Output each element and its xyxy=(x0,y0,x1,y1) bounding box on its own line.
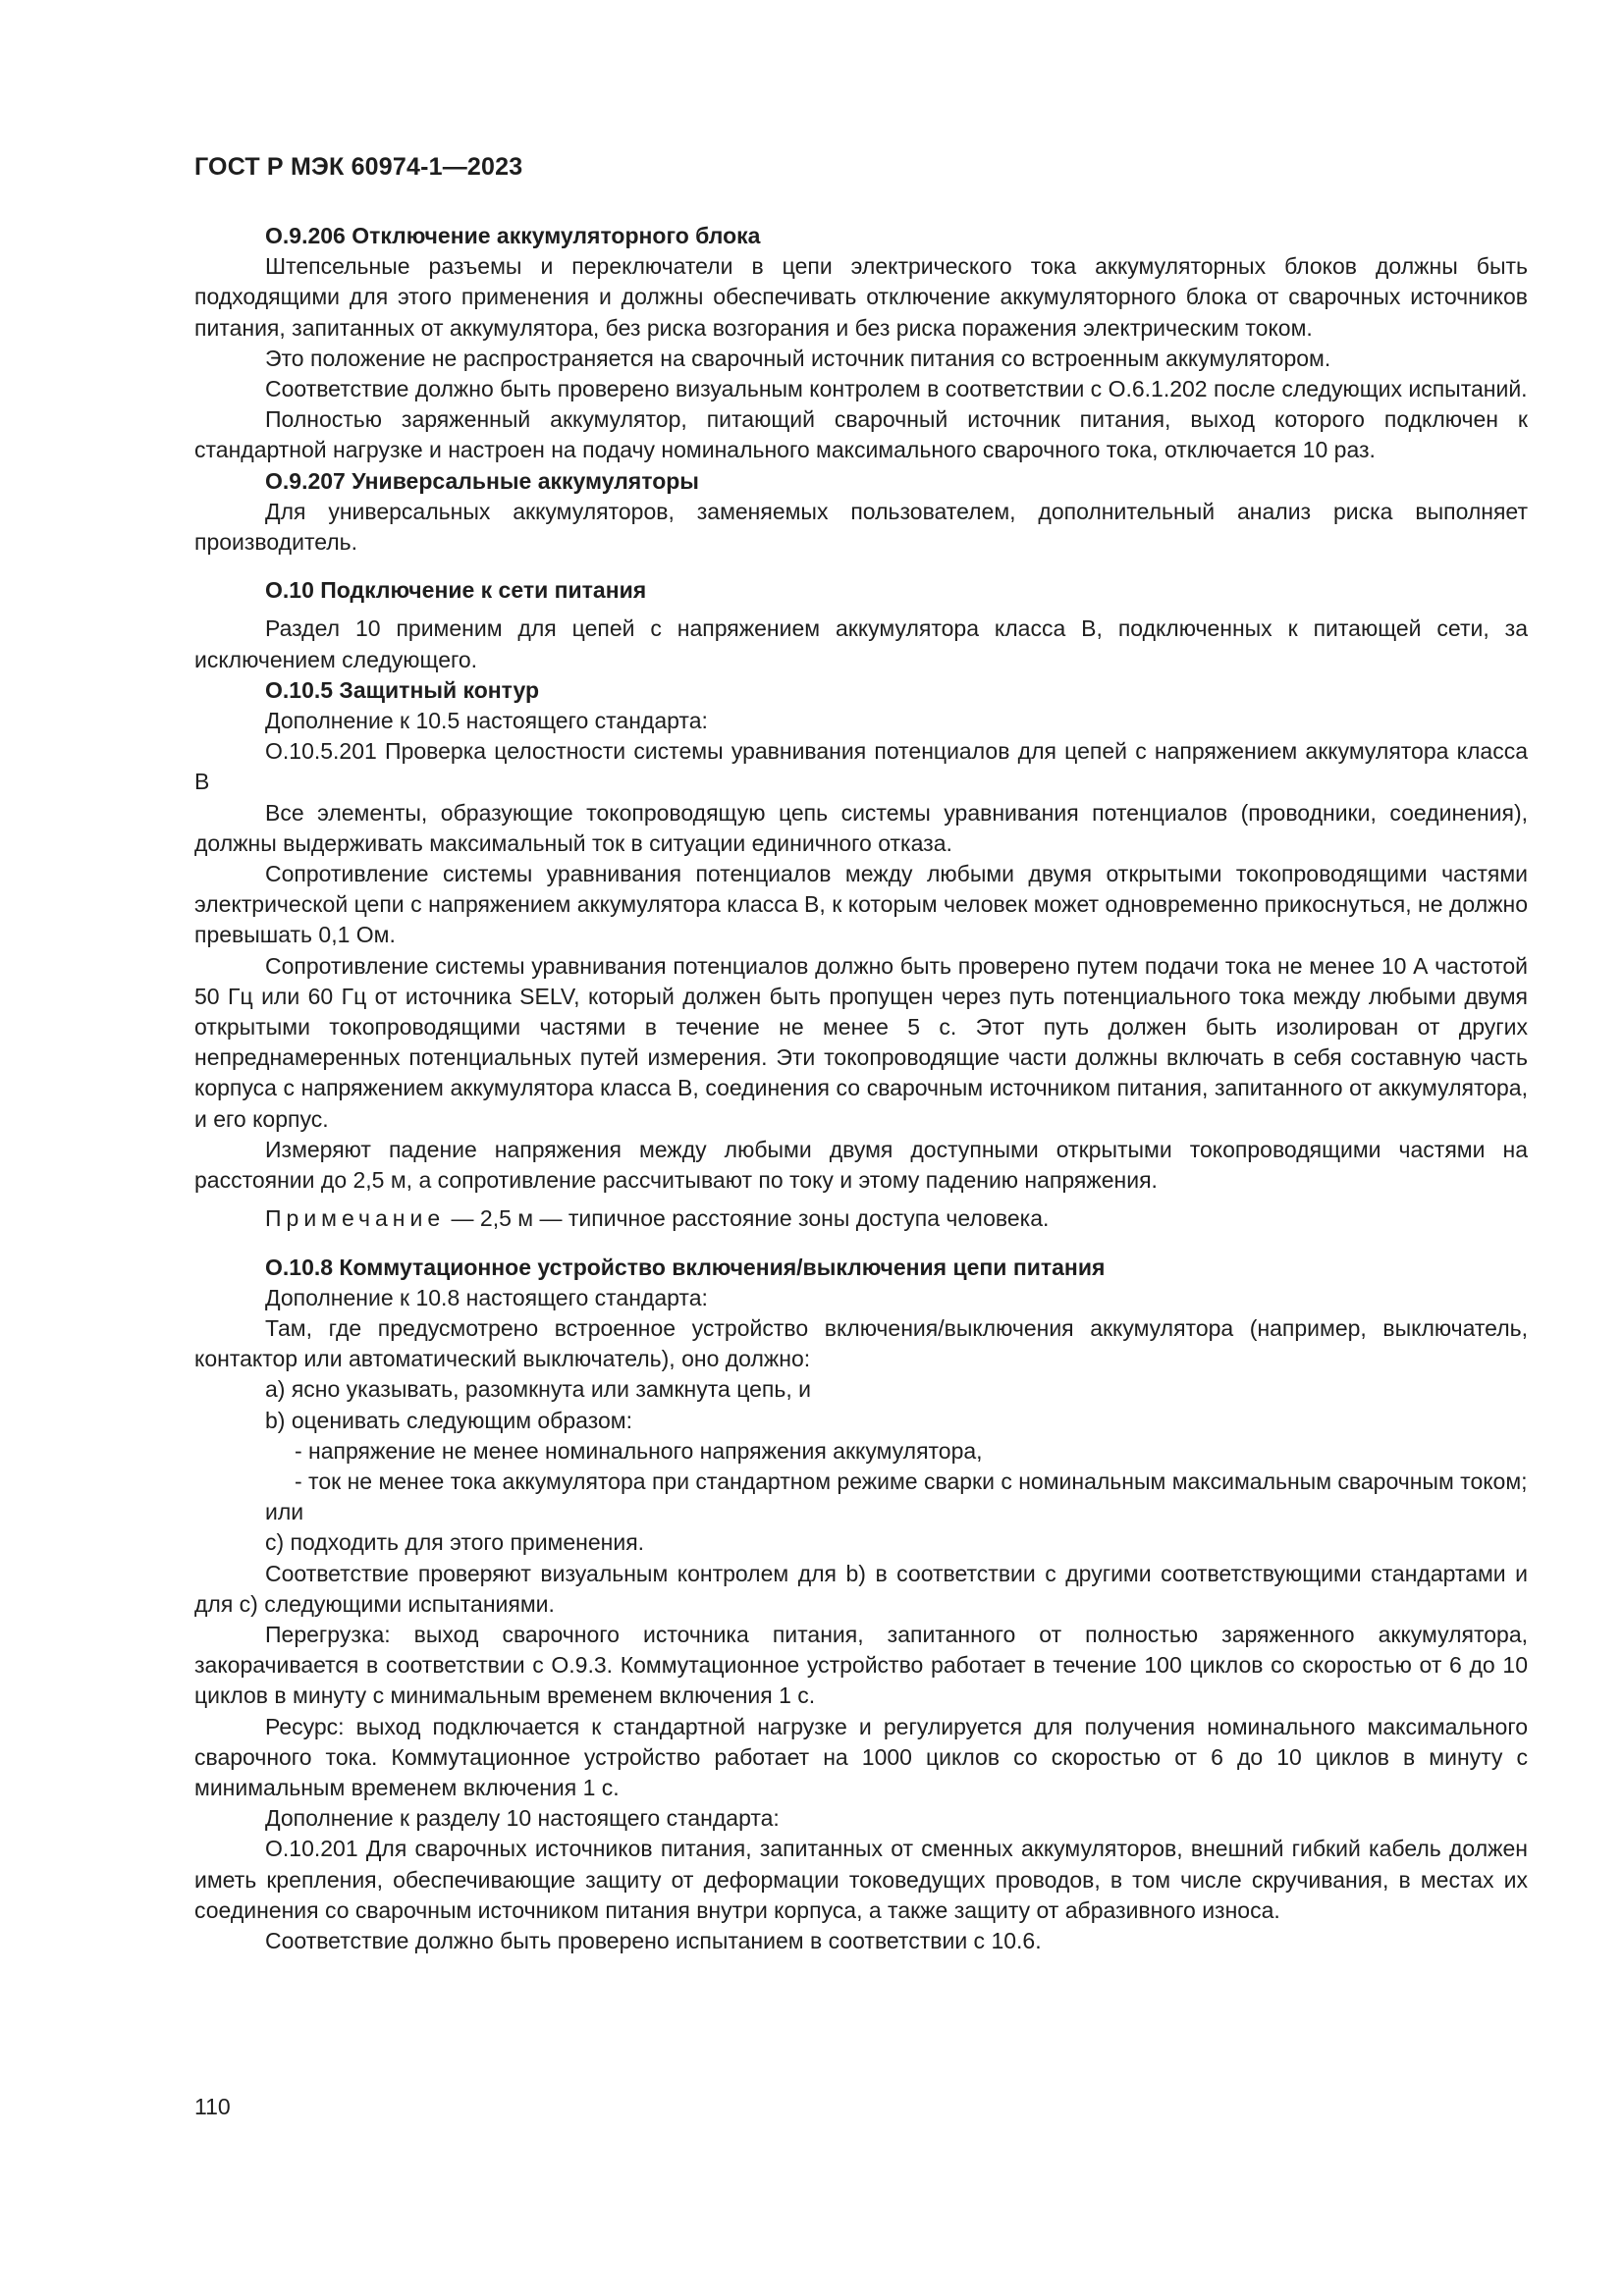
paragraph: Штепсельные разъемы и переключатели в цепи электрического тока аккумуляторных блоков должны быть подходящими для этого применения и должны обеспечивать отключение аккумуляторного блока от сварочных источников питания, запитанных от аккумулятора, без риска возгорания и без риска поражения электрическим током. xyxy=(194,253,1528,341)
paragraph: Перегрузка: выход сварочного источника питания, запитанного от полностью заряженного аккумулятора, закорачивается в соответствии с O.9.3. Коммутационное устройство работает в течение 100 циклов со скоростью от 6 до 10 циклов в минуту с минимальным временем включения 1 с. xyxy=(194,1621,1528,1709)
paragraph: O.10.5.201 Проверка целостности системы уравнивания потенциалов для цепей с напряжением аккумулятора класса В xyxy=(194,738,1528,795)
note-label: Примечание xyxy=(265,1205,446,1232)
paragraph: O.10.201 Для сварочных источников питания, запитанных от сменных аккумуляторов, внешний гибкий кабель должен иметь крепления, обеспечивающие защиту от деформации токоведущих проводов, в том числе скручивания, в местах их соединения со сварочным источником питания внутри корпуса, а также защиту от абразивного износа. xyxy=(194,1836,1528,1923)
list-item: b) оценивать следующим образом: xyxy=(265,1407,632,1433)
paragraph: Там, где предусмотрено встроенное устройство включения/выключения аккумулятора (например, выключатель, контактор или автоматический выключатель), оно должно: xyxy=(194,1314,1528,1372)
paragraph: Для универсальных аккумуляторов, заменяемых пользователем, дополнительный анализ риска выполняет производитель. xyxy=(194,498,1528,556)
paragraph: Все элементы, образующие токопроводящую цепь системы уравнивания потенциалов (проводники, соединения), должны выдерживать максимальный ток в ситуации единичного отказа. xyxy=(194,799,1528,856)
paragraph: Дополнение к разделу 10 настоящего стандарта: xyxy=(265,1805,780,1832)
section-heading-o10: O.10 Подключение к сети питания xyxy=(265,577,647,604)
list-item: a) ясно указывать, разомкнута или замкнута цепь, и xyxy=(265,1376,811,1403)
paragraph: Соответствие должно быть проверено визуальным контролем в соответствии с O.6.1.202 после следующих испытаний. xyxy=(265,376,1528,402)
paragraph: Сопротивление системы уравнивания потенциалов должно быть проверено путем подачи тока не менее 10 А частотой 50 Гц или 60 Гц от источника SELV, который должен быть пропущен через путь потенциального тока между любыми двумя открытыми токопроводящими частями в течение не менее 5 с. Этот путь должен быть изолирован от других непреднамеренных потенциальных путей измерения. Эти токопроводящие части должны включать в себя составную часть корпуса с напряжением аккумулятора класса В, соединения со сварочным источником питания, запитанного от аккумулятора, и его корпус. xyxy=(194,952,1528,1132)
paragraph: Ресурс: выход подключается к стандартной нагрузке и регулируется для получения номинального максимального сварочного тока. Коммутационное устройство работает на 1000 циклов со скоростью от 6 до 10 циклов в минуту с минимальным временем включения 1 с. xyxy=(194,1713,1528,1800)
paragraph: Полностью заряженный аккумулятор, питающий сварочный источник питания, выход которого подключен к стандартной нагрузке и настроен на подачу номинального максимального сварочного тока, отключается 10 раз. xyxy=(194,406,1528,463)
list-conjunction: или xyxy=(265,1499,304,1525)
clause-heading-o108: O.10.8 Коммутационное устройство включения/выключения цепи питания xyxy=(265,1254,1106,1280)
list-subitem: - напряжение не менее номинального напряжения аккумулятора, xyxy=(295,1437,983,1464)
paragraph: Это положение не распространяется на сварочный источник питания со встроенным аккумулятором. xyxy=(265,345,1331,371)
paragraph: Дополнение к 10.8 настоящего стандарта: xyxy=(265,1284,708,1310)
document-body xyxy=(194,221,1528,1956)
note-text: — 2,5 м — типичное расстояние зоны доступа человека. xyxy=(445,1205,1050,1232)
document-header: ГОСТ Р МЭК 60974-1—2023 xyxy=(194,153,523,181)
paragraph: Сопротивление системы уравнивания потенциалов между любыми двумя открытыми токопроводящими частями электрической цепи с напряжением аккумулятора класса В, к которым человек может одновременно прикоснуться, не должно превышать 0,1 Ом. xyxy=(194,861,1528,948)
clause-heading-o9206: O.9.206 Отключение аккумуляторного блока xyxy=(265,223,761,248)
list-item: c) подходить для этого применения. xyxy=(265,1529,645,1556)
list-subitem: - ток не менее тока аккумулятора при стандартном режиме сварки с номинальным максимальным сварочным током; xyxy=(295,1468,1528,1494)
clause-heading-o9207: O.9.207 Универсальные аккумуляторы xyxy=(265,467,699,494)
paragraph: Измеряют падение напряжения между любыми двумя доступными открытыми токопроводящими частями на расстоянии до 2,5 м, а сопротивление рассчитывают по току и этому падению напряжения. xyxy=(194,1136,1528,1194)
paragraph: Соответствие должно быть проверено испытанием в соответствии с 10.6. xyxy=(265,1927,1042,1953)
note xyxy=(194,1203,1528,1234)
page-number: 110 xyxy=(194,2094,231,2119)
clause-heading-o105: O.10.5 Защитный контур xyxy=(265,676,540,703)
paragraph: Раздел 10 применим для цепей с напряжением аккумулятора класса В, подключенных к питающей сети, за исключением следующего. xyxy=(194,615,1528,672)
paragraph: Соответствие проверяют визуальным контролем для b) в соответствии с другими соответствующими стандартами и для c) следующими испытаниями. xyxy=(194,1560,1528,1617)
paragraph: Дополнение к 10.5 настоящего стандарта: xyxy=(265,708,708,734)
